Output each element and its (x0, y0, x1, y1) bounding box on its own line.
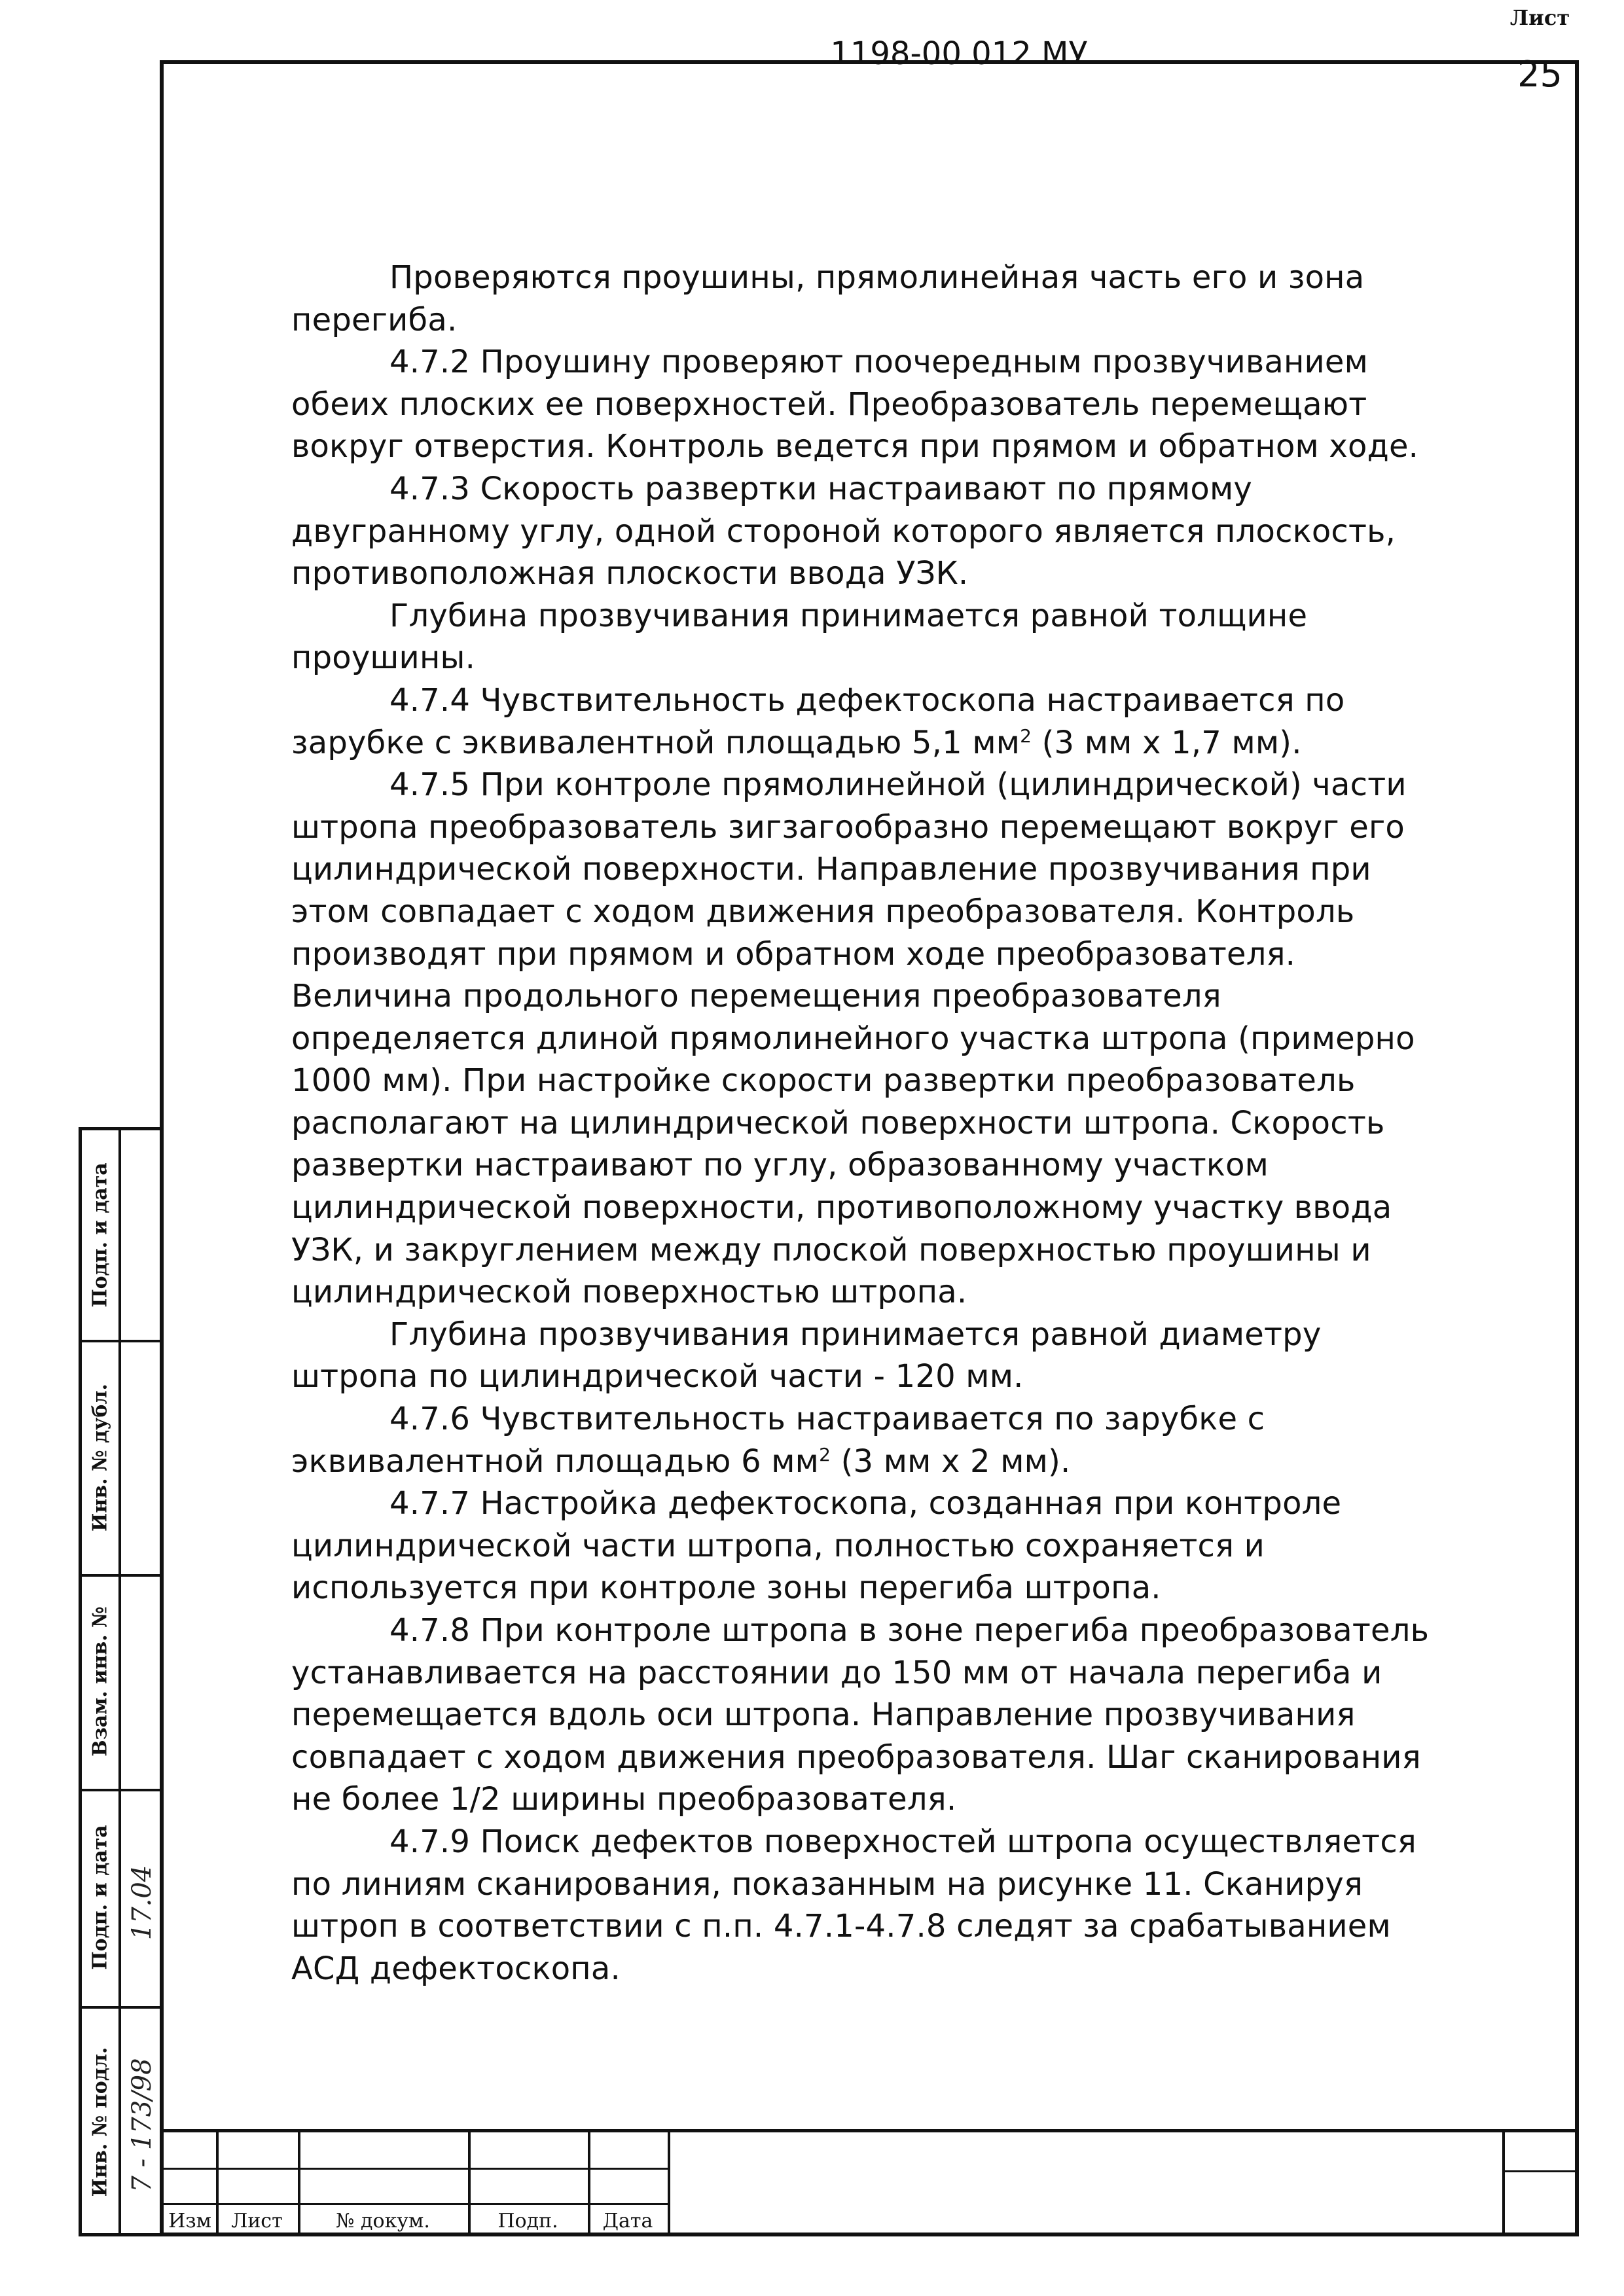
side-stamp (79, 1127, 164, 2236)
text-part: (3 мм x 2 мм). (831, 1443, 1071, 1480)
label-inv-dubl: Инв. № дубл. (88, 1384, 112, 1532)
paragraph-intro: Проверяются проушины, прямолинейная часть его и зона перегиба. (291, 259, 1365, 338)
text-part: (3 мм x 1,7 мм). (1032, 724, 1302, 761)
label-podp-data-bottom: Подп. и дата (88, 1825, 112, 1970)
side-stamp-row-line (82, 2006, 164, 2009)
title-block-line (164, 2168, 668, 2170)
title-block (164, 2129, 1579, 2236)
handwritten-inv-number: 7 - 173/98 (127, 2058, 157, 2193)
side-stamp-row-line (82, 1574, 164, 1577)
superscript: 2 (819, 1443, 831, 1465)
sheet-label: Лист (1509, 5, 1570, 30)
paragraph-depth-1: Глубина прозвучивания принимается равной толщине проушины. (291, 597, 1308, 677)
handwritten-date: 17.04 (127, 1865, 157, 1941)
title-block-line (1502, 2132, 1505, 2236)
document-code: 1198-00.012 МУ (830, 35, 1088, 72)
paragraph-4-7-7: 4.7.7 Настройка дефектоскопа, созданная при контроле цилиндрической части штропа, полностью сохраняется и используется при контроле зоны перегиба штропа. (291, 1485, 1342, 1607)
column-izm: Изм (168, 2210, 211, 2233)
label-inv-podl: Инв. № подл. (88, 2047, 112, 2197)
side-stamp-divider (118, 1130, 121, 2233)
superscript: 2 (1020, 725, 1032, 747)
title-block-line (1502, 2170, 1579, 2172)
label-podp-data-top: Подп. и дата (88, 1162, 112, 1308)
column-list: Лист (231, 2210, 283, 2233)
paragraph-4-7-4 (291, 679, 1430, 764)
paragraph-4-7-9: 4.7.9 Поиск дефектов поверхностей штропа осуществляется по линиям сканирования, показанным на рисунке 11. Сканируя штроп в соответствии с п.п. 4.7.1-4.7.8 следят за срабатыванием АСД дефектоскопа. (291, 1823, 1417, 1987)
document-body (291, 257, 1430, 1990)
title-block-line (164, 2203, 668, 2205)
sheet-number: 25 (1517, 54, 1562, 95)
column-signature: Подп. (497, 2210, 558, 2233)
side-stamp-row-line (82, 1789, 164, 1791)
text-part: 4.7.4 Чувствительность дефектоскопа настраивается по зарубке с эквивалентной площадью 5,1 мм (291, 681, 1345, 761)
text-part: 4.7.6 Чувствительность настраивается по зарубке с эквивалентной площадью 6 мм (291, 1401, 1265, 1480)
title-block-line (668, 2132, 670, 2236)
side-stamp-row-line (82, 1340, 164, 1342)
paragraph-4-7-3: 4.7.3 Скорость развертки настраивают по прямому двугранному углу, одной стороной которого является плоскость, противоположная плоскости ввода УЗК. (291, 470, 1396, 592)
paragraph-4-7-8: 4.7.8 При контроле штропа в зоне перегиба преобразователь устанавливается на расстоянии до 150 мм от начала перегиба и перемещается вдоль оси штропа. Направление прозвучивания совпадает с ходом движения преобразователя. Шаг сканирования не более 1/2 ширины преобразователя. (291, 1612, 1430, 1818)
paragraph-depth-2: Глубина прозвучивания принимается равной диаметру штропа по цилиндрической части - 120 мм. (291, 1316, 1322, 1395)
column-doc-number: № докум. (336, 2210, 430, 2233)
column-date: Дата (602, 2210, 653, 2233)
label-vzam-inv: Взам. инв. № (88, 1606, 112, 1757)
paragraph-4-7-6 (291, 1398, 1430, 1482)
paragraph-4-7-5: 4.7.5 При контроле прямолинейной (цилиндрической) части штропа преобразователь зигзагообразно перемещают вокруг его цилиндрической поверхности. Направление прозвучивания при этом совпадает с ходом движения преобразователя. Контроль производят при прямом и обратном ходе преобразователя. Величина продольного перемещения преобразователя определяется длиной прямолинейного участка штропа (примерно 1000 мм). При настройке скорости развертки преобразователь располагают на цилиндрической поверхности штропа. Скорость развертки настраивают по углу, образованному участком цилиндрической поверхности, противоположному участку ввода УЗК, и закруглением между плоской поверхностью проушины и цилиндрической поверхностью штропа. (291, 766, 1415, 1311)
paragraph-4-7-2: 4.7.2 Проушину проверяют поочередным прозвучиванием обеих плоских ее поверхностей. Преобразователь перемещают вокруг отверстия. Контроль ведется при прямом и обратном ходе. (291, 344, 1419, 465)
